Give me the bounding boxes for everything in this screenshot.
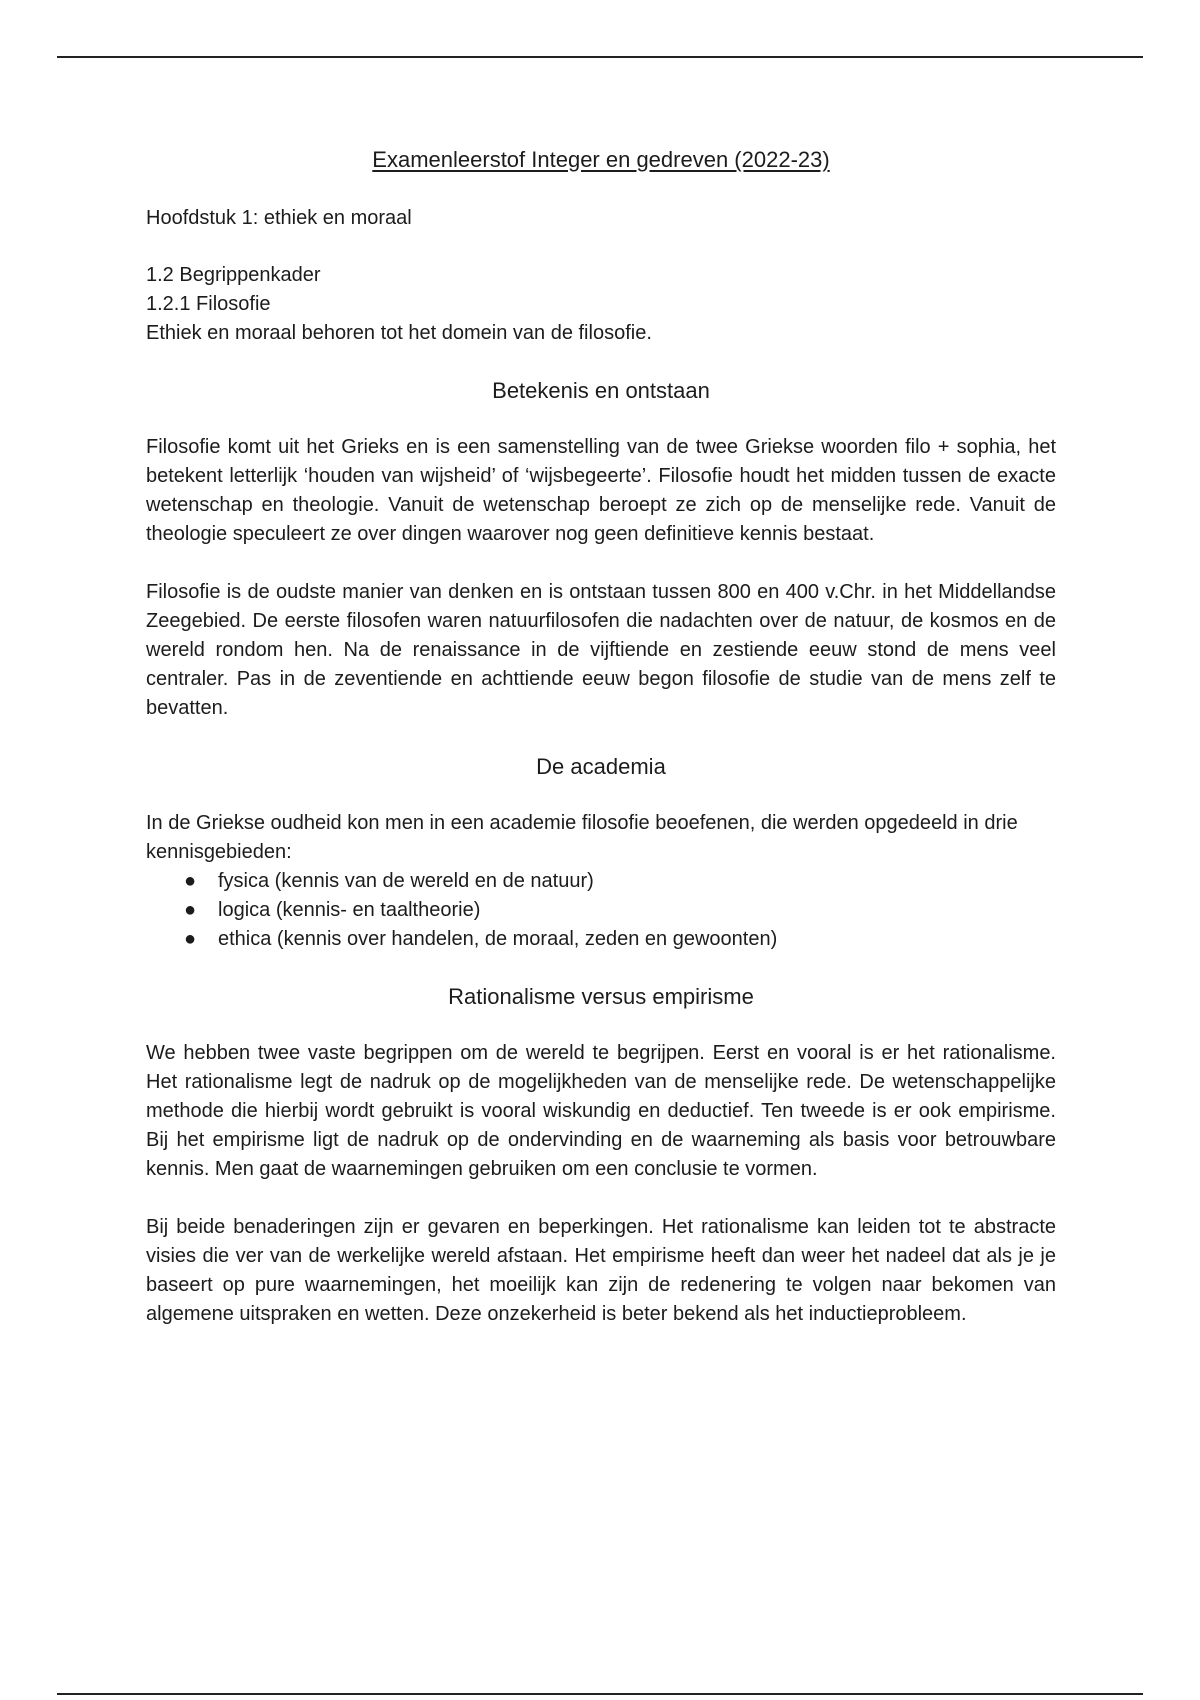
paragraph-rationalisme-2: Bij beide benaderingen zijn er gevaren en beperkingen. Het rationalisme kan leiden tot te abstracte visies die ver van de werkelijke wereld afstaan. Het empirisme heeft dan weer het nadeel dat als je je baseert op pure waarnemingen, het moeilijk kan zijn de redenering te volgen naar bekomen van algemene uitspraken en wetten. Deze onzekerheid is beter bekend als het inductieprobleem. <box>146 1216 1056 1325</box>
section-header <box>146 261 1056 348</box>
top-rule <box>57 56 1143 58</box>
subsection-title: 1.2.1 Filosofie <box>146 293 271 315</box>
paragraph-academia-intro: In de Griekse oudheid kon men in een academie filosofie beoefenen, die werden opgedeeld in drie kennisgebieden: <box>146 812 1018 863</box>
bottom-rule <box>57 1693 1143 1695</box>
intro-text: Ethiek en moraal behoren tot het domein van de filosofie. <box>146 322 652 344</box>
bullet-icon: ● <box>184 899 197 921</box>
paragraph-rationalisme-1: We hebben twee vaste begrippen om de wereld te begrijpen. Eerst en vooral is er het rationalisme. Het rationalisme legt de nadruk op de mogelijkheden van de menselijke rede. De wetenschappelijke methode die hierbij wordt gebruikt is vooral wiskundig en deductief. Ten tweede is er ook empirisme. Bij het empirisme ligt de nadruk op de ondervinding en de waarneming als basis voor betrouwbare kennis. Men gaat de waarnemingen gebruiken om een conclusie te vormen. <box>146 1042 1056 1180</box>
paragraph-betekenis-2: Filosofie is de oudste manier van denken en is ontstaan tussen 800 en 400 v.Chr. in het Middellandse Zeegebied. De eerste filosofen waren natuurfilosofen die nadachten over de natuur, de kosmos en de wereld rondom hen. Na de renaissance in de vijftiende en zestiende eeuw stond de mens veel centraler. Pas in de zeventiende en achttiende eeuw begon filosofie de studie van de mens zelf te bevatten. <box>146 581 1056 719</box>
heading-rationalisme: Rationalisme versus empirisme <box>448 984 754 1009</box>
paragraph-betekenis-1: Filosofie komt uit het Grieks en is een samenstelling van de twee Griekse woorden filo + sophia, het betekent letterlijk ‘houden van wijsheid’ of ‘wijsbegeerte’. Filosofie houdt het midden tussen de exacte wetenschap en theologie. Vanuit de wetenschap beroept ze zich op de menselijke rede. Vanuit de theologie speculeert ze over dingen waarover nog geen definitieve kennis bestaat. <box>146 436 1056 545</box>
document-body <box>146 145 1056 1358</box>
bullet-icon: ● <box>184 928 197 950</box>
heading-academia: De academia <box>536 754 666 779</box>
section-title: 1.2 Begrippenkader <box>146 264 321 286</box>
list-item: ● logica (kennis- en taaltheorie) <box>218 896 1056 925</box>
document-title: Examenleerstof Integer en gedreven (2022-23) <box>372 147 830 172</box>
heading-betekenis: Betekenis en ontstaan <box>492 378 710 403</box>
bullet-icon: ● <box>184 870 197 892</box>
list-item: ● fysica (kennis van de wereld en de natuur) <box>218 867 1056 896</box>
list-item: ● ethica (kennis over handelen, de moraal, zeden en gewoonten) <box>218 925 1056 954</box>
academia-list <box>146 867 1056 954</box>
chapter-title: Hoofdstuk 1: ethiek en moraal <box>146 207 412 229</box>
